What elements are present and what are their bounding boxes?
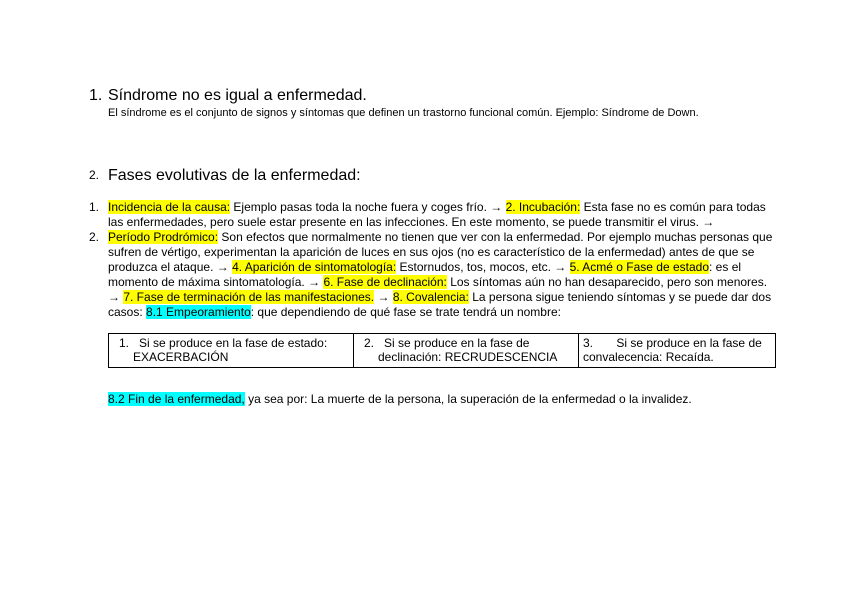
item2-text-2: Estornudos, tos, mocos, etc. → [396, 260, 570, 274]
cases-table [108, 333, 776, 368]
highlight-empeoramiento: 8.1 Empeoramiento [146, 305, 251, 319]
list-item [89, 200, 779, 230]
table-cell-exacerbacion [109, 334, 354, 368]
section-1-title: Síndrome no es igual a enfermedad. [108, 87, 367, 104]
item2-text-3: : es el momento de máxima sintomatología. → [108, 260, 742, 289]
highlight-acme: 5. Acmé o Fase de estado [569, 260, 710, 274]
item2-text-7: : que dependiendo de qué fase se trate tendrá un nombre: [250, 305, 561, 319]
list-item [89, 230, 779, 320]
cell-number: 3. [583, 336, 594, 350]
item1-text-2: Esta fase no es común para todas las enfermedades, pero suele estar presente en las infecciones. En este momento, se puede transmitir el virus. → [108, 200, 766, 229]
highlight-terminacion: 7. Fase de terminación de las manifestaciones. [123, 290, 375, 304]
highlight-incubacion: 2. Incubación: [505, 200, 581, 214]
section-1-body: El síndrome es el conjunto de signos y síntomas que definen un trastorno funcional común. Ejemplo: Síndrome de Down. [108, 107, 699, 119]
final-paragraph [108, 392, 692, 407]
cell-text: Si se produce en la fase de estado: EXACERBACIÓN [133, 336, 328, 364]
cell-number: 1. [119, 336, 130, 350]
item2-text-1: Son efectos que normalmente no tienen que ver con la enfermedad. Por ejemplo muchas personas que sufren de vértigo, experimentan la aparición de luces en sus ojos (no es característico de la enfermedad) antes de que se produzca el ataque. → [108, 230, 773, 274]
highlight-incidencia: Incidencia de la causa: [108, 200, 231, 214]
section-1-heading [89, 86, 367, 106]
item2-text-6: La persona sigue teniendo síntomas y se puede dar dos casos: [108, 290, 772, 319]
highlight-aparicion: 4. Aparición de sintomatología: [232, 260, 397, 274]
item2-text-5: → [374, 290, 393, 304]
cell-text: Si se produce en la fase de declinación: RECRUDESCENCIA [378, 336, 558, 364]
section-2-title: Fases evolutivas de la enfermedad: [108, 167, 361, 184]
section-2-number: 2. [89, 168, 100, 182]
highlight-prodromico: Período Prodrómico: [108, 230, 219, 244]
final-text: ya sea por: La muerte de la persona, la superación de la enfermedad o la invalidez. [244, 392, 692, 406]
list-item-number: 2. [89, 230, 100, 244]
table-cell-recrudescencia [354, 334, 579, 368]
table-row [109, 334, 776, 368]
item2-text-4: Los síntomas aún no han desaparecido, pero son menores. → [108, 275, 768, 304]
cell-text: Si se produce en la fase de convalecencia: Recaída. [583, 336, 762, 364]
list-item-number: 1. [89, 200, 100, 214]
cell-number: 2. [364, 336, 375, 350]
section-2-heading [89, 165, 361, 186]
highlight-fin-enfermedad: 8.2 Fin de la enfermedad, [108, 392, 245, 406]
highlight-covalencia: 8. Covalencia: [392, 290, 469, 304]
highlight-declinacion: 6. Fase de declinación: [323, 275, 447, 289]
table-cell-recaida [579, 334, 776, 368]
section-1-number: 1. [89, 87, 103, 104]
phases-list [89, 200, 779, 320]
item1-text-1: Ejemplo pasas toda la noche fuera y coges frío. → [230, 200, 506, 214]
